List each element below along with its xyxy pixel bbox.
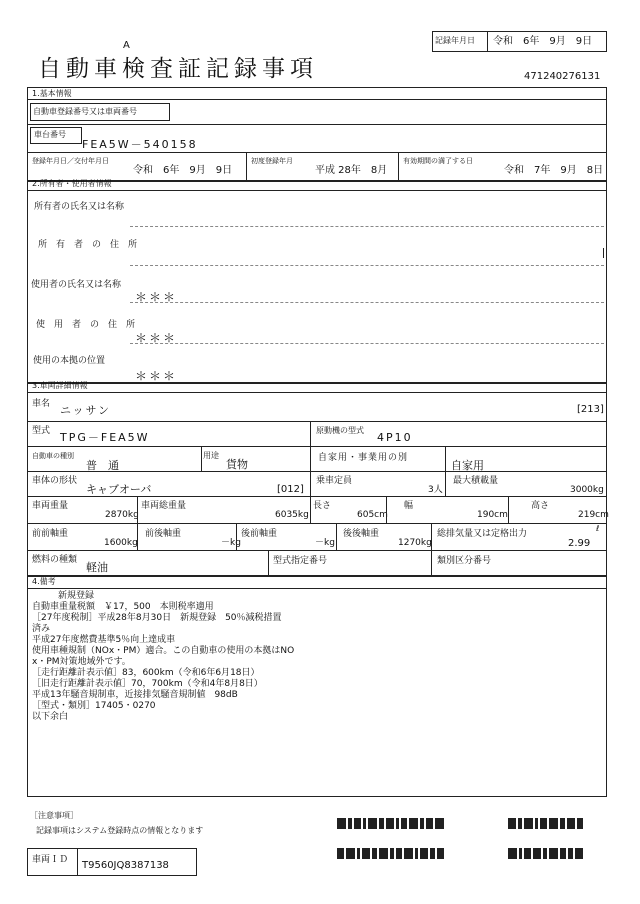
maker-label: 車名 [32,399,51,409]
record-date-label: 記録年月日 [435,36,475,45]
form-mark: A [123,40,130,51]
engine-model-label: 原動機の型式 [316,426,364,435]
height-value: 219cm [578,510,609,520]
remark-line: 済み [32,624,51,634]
engine-model-value: 4P10 [377,431,413,444]
notes-text: 記録事項はシステム登録時点の情報となります [36,826,204,835]
model-label: 型式 [32,426,51,436]
base-location-value: ＊＊＊ [135,369,178,383]
width-value: 190cm [477,510,508,520]
model-value: TPG－FEA5W [60,431,150,444]
rear-rear-axle-label: 後後軸重 [343,529,380,539]
private-business-label: 自家用・事業用の別 [318,453,409,463]
issue-date-label: 登録年月日／交付年月日 [32,157,109,165]
chassis-number-label: 車台番号 [34,130,66,139]
private-business-value: 自家用 [451,459,484,472]
remark-line: 新規登録 [58,591,95,601]
vehicle-id-value: T9560JQ8387138 [82,860,169,871]
chassis-number-value: FEA5W－540158 [82,138,198,151]
front-rear-axle-label: 前後軸重 [145,529,182,539]
reg-number-label: 自動車登録番号又は車両番号 [33,107,137,116]
section1-heading: 1.基本情報 [32,89,72,98]
section3-heading: 3.車両詳細情報 [32,381,88,390]
owner-address-label: 所 有 者 の 住 所 [38,240,138,250]
gross-weight-value: 6035kg [275,510,309,520]
designation-number-label: 型式指定番号 [273,556,328,566]
body-shape-label: 車体の形状 [32,476,78,486]
remark-line: ［型式・類別］17405・0270 [32,701,156,711]
user-address-value: ＊＊＊ [135,331,178,345]
rear-front-axle-value: －kg [315,538,335,548]
gross-weight-label: 車両総重量 [141,501,187,511]
height-label: 高さ [531,501,550,511]
vehicle-id-label: 車両ＩＤ [32,855,69,865]
remark-line: 使用車種規制（NOx・PM）適合。この自動車の使用の本拠はNO [32,646,295,656]
max-load-label: 最大積載量 [453,476,499,486]
remark-line: 平成13年騒音規制車，近接排気騒音規制値 98dB [32,690,238,700]
fuel-type-label: 燃料の種類 [32,555,78,565]
user-address-label: 使 用 者 の 住 所 [36,320,136,330]
body-shape-code: [012] [277,484,304,495]
fuel-type-value: 軽油 [86,561,108,574]
width-label: 幅 [404,501,414,511]
first-registration-value: 平成 28年 8月 [315,165,388,176]
max-load-value: 3000kg [570,485,604,495]
remark-line: x・PM対策地域外です。 [32,657,131,667]
remark-line: 平成27年度燃費基準5％向上達成車 [32,635,176,645]
owner-name-label: 所有者の氏名又は名称 [34,202,125,212]
section4-heading: 4.備考 [32,577,56,586]
length-value: 605cm [357,510,388,520]
use-label: 用途 [203,451,219,460]
displacement-label: 総排気量又は定格出力 [437,529,528,539]
front-front-axle-label: 前前軸重 [32,529,69,539]
body-shape-value: キャブオーバ [86,483,152,496]
rear-front-axle-label: 後前軸重 [241,529,278,539]
maker-value: ニッサン [60,404,112,417]
issue-date-value: 令和 6年 9月 9日 [133,165,233,176]
record-date-value: 令和 6年 9月 9日 [493,36,593,47]
vehicle-kind-label: 自動車の種別 [32,452,74,460]
category-number-label: 類別区分番号 [437,556,492,566]
remark-line: ［走行距離計表示値］83，600km（令和6年6月18日） [32,668,260,678]
length-label: 長さ [313,501,332,511]
maker-code: [213] [577,404,604,415]
remark-line: 以下余白 [32,712,69,722]
seating-capacity-value: 3人 [428,485,443,495]
first-registration-label: 初度登録年月 [251,157,293,165]
vehicle-kind-value: 普 通 [86,459,119,472]
rear-rear-axle-value: 1270kg [398,538,432,548]
document-number: 471240276131 [524,71,601,82]
remark-line: 自動車重量税額 ￥17，500 本則税率適用 [32,602,214,612]
base-location-label: 使用の本拠の位置 [33,356,106,366]
remark-line: ［27年度税制］平成28年8月30日 新規登録 50％減税措置 [32,613,282,623]
document-title: 自動車検査証記録事項 [38,56,318,82]
seating-capacity-label: 乗車定員 [316,476,353,486]
user-name-value: ＊＊＊ [135,290,178,304]
notes-heading: ［注意事項］ [30,811,78,820]
code-strip [337,848,457,859]
expiry-date-label: 有効期間の満了する日 [403,157,473,165]
vehicle-weight-label: 車両重量 [32,501,69,511]
code-strip [508,848,598,859]
section2-heading: 2.所有者・使用者情報 [32,179,112,188]
use-value: 貨物 [226,458,248,471]
front-rear-axle-value: －kg [221,538,241,548]
remark-line: ［旧走行距離計表示値］70，700km（令和4年8月8日） [32,679,263,689]
expiry-date-value: 令和 7年 9月 8日 [504,165,604,176]
displacement-unit: ℓ [596,524,600,533]
vehicle-weight-value: 2870kg [105,510,139,520]
user-name-label: 使用者の氏名又は名称 [31,280,122,290]
code-strip [337,818,457,829]
front-front-axle-value: 1600kg [104,538,138,548]
code-strip [508,818,598,829]
displacement-value: 2.99 [568,538,591,549]
